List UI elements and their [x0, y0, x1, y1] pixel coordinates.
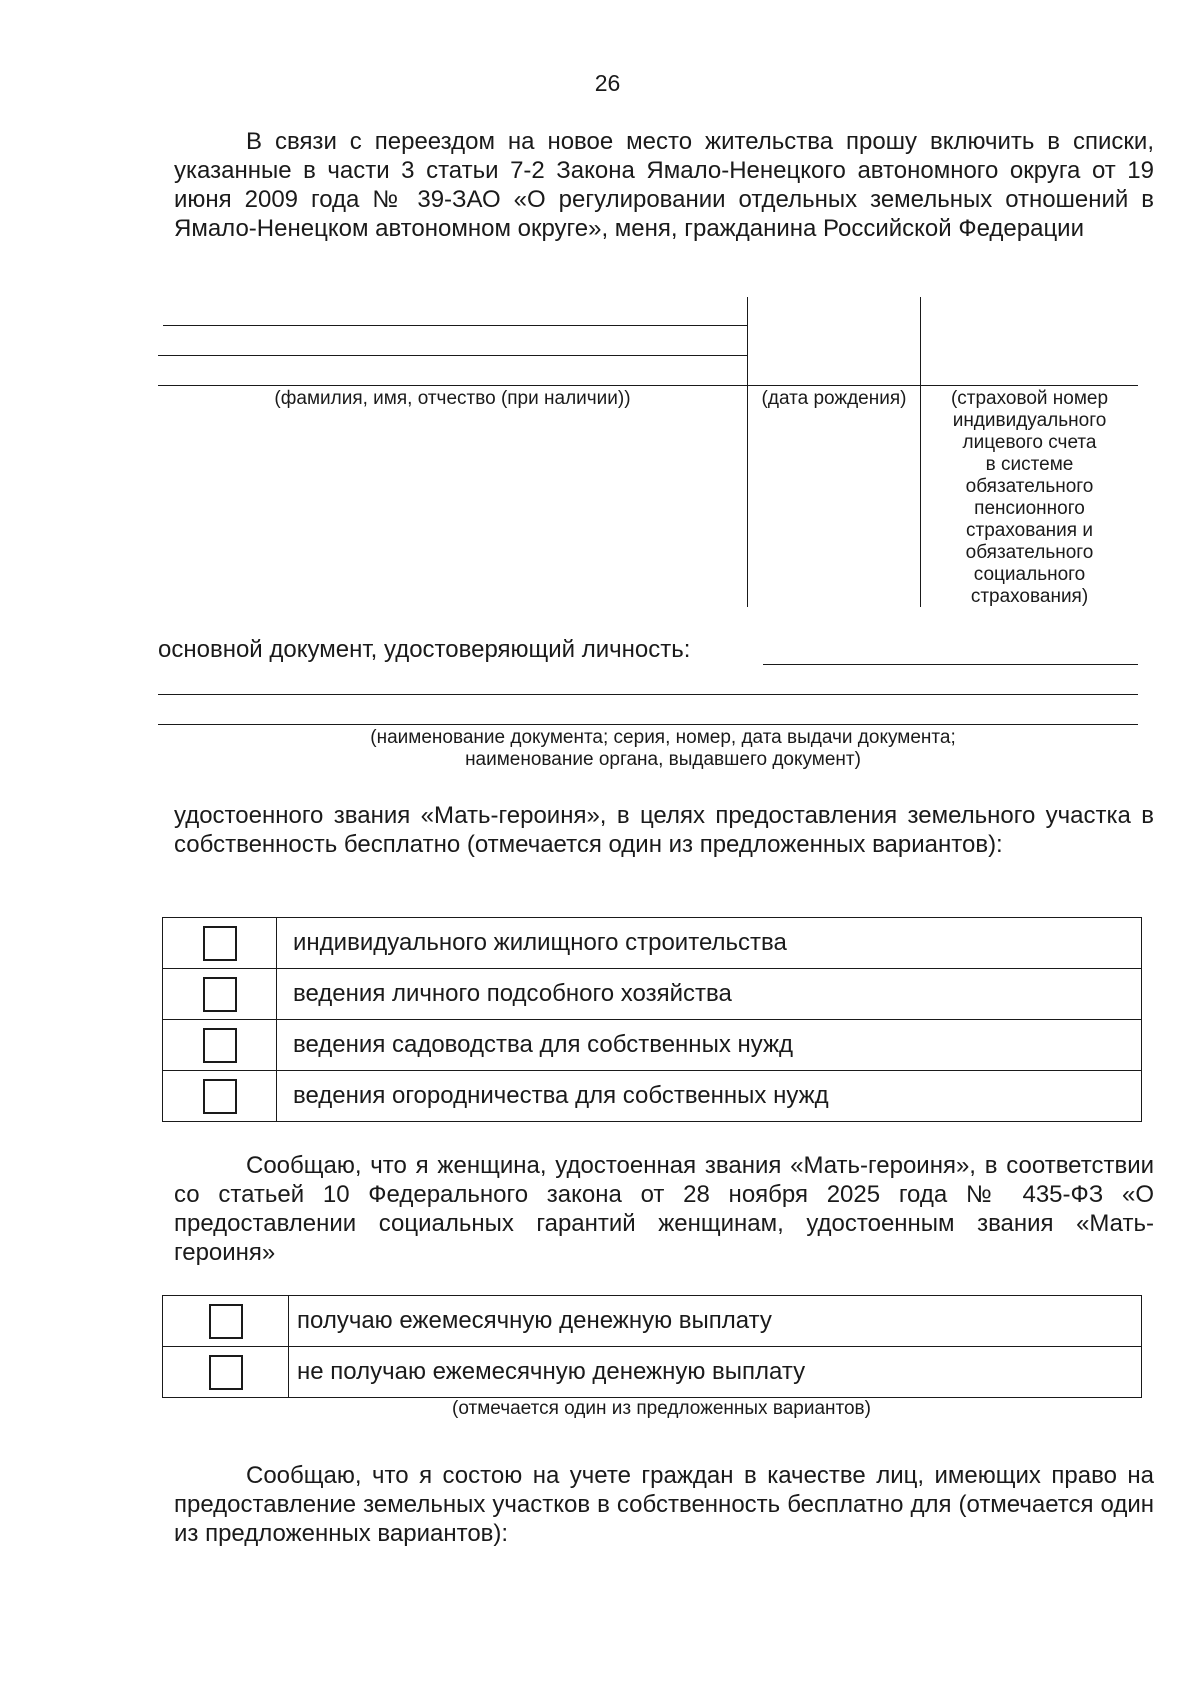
purpose-options-table: [162, 917, 1142, 1122]
payment-options-table: [162, 1295, 1142, 1398]
intro-paragraph: [174, 127, 1154, 243]
snils-caption-line: страхования): [970, 586, 1089, 607]
snils-caption-line: социального: [973, 564, 1086, 585]
purpose-option-label: ведения огородничества для собственных нужд: [277, 1071, 1142, 1122]
payment-option-checkbox[interactable]: [209, 1355, 243, 1390]
page-number: 26: [594, 70, 621, 96]
snils-field[interactable]: [921, 297, 1138, 384]
payment-option-row: [163, 1347, 1142, 1398]
snils-caption-line: лицевого счета: [962, 432, 1097, 453]
identity-document-line-1[interactable]: [763, 664, 1138, 665]
purpose-option-label: индивидуального жилищного строительства: [277, 918, 1142, 969]
purpose-option-row: [163, 918, 1142, 969]
snils-caption-line: (страховой номер: [950, 388, 1109, 409]
identity-document-line-2[interactable]: [158, 694, 1138, 695]
snils-caption-line: индивидуального: [952, 410, 1107, 431]
snils-caption: [921, 388, 1138, 608]
purpose-option-row: [163, 1071, 1142, 1122]
name-caption: (фамилия, имя, отчество (при наличии)): [274, 388, 631, 409]
purpose-option-checkbox[interactable]: [203, 1079, 237, 1114]
snils-caption-line: обязательного: [965, 542, 1094, 563]
registration-paragraph: [174, 1461, 1154, 1548]
identity-document-caption: [158, 727, 1138, 771]
intro-paragraph-text: В связи с переездом на новое место жительства прошу включить в списки, указанные в части 3 статьи 7-2 Закона Ямало-Ненецкого автономного округа от 19 июня 2009 года № 39-ЗАО «О регулировании отдельных земельных отношений в Ямало-Ненецком автономном округе», меня, гражданина Российской Федерации: [174, 128, 1154, 242]
purpose-option-label: ведения личного подсобного хозяйства: [277, 969, 1142, 1020]
fields-baseline: [158, 385, 1138, 386]
payment-option-label: получаю ежемесячную денежную выплату: [289, 1296, 1142, 1347]
snils-caption-line: страхования и: [966, 520, 1093, 541]
purpose-option-checkbox[interactable]: [203, 926, 237, 961]
birthdate-caption: (дата рождения): [761, 388, 907, 409]
registration-paragraph-text: Сообщаю, что я состою на учете граждан в качестве лиц, имеющих право на предоставление земельных участков в собственность бесплатно для (отмечается один из предложенных вариантов):: [174, 1462, 1154, 1547]
payment-option-row: [163, 1296, 1142, 1347]
payment-option-checkbox[interactable]: [209, 1304, 243, 1339]
name-line-2[interactable]: [158, 355, 747, 356]
identity-caption-line-2: наименование органа, выдавшего документ): [465, 749, 861, 770]
purpose-option-label: ведения садоводства для собственных нужд: [277, 1020, 1142, 1071]
name-line-1[interactable]: [163, 325, 747, 326]
birthdate-field[interactable]: [748, 297, 919, 384]
purpose-option-row: [163, 1020, 1142, 1071]
payment-caption: (отмечается один из предложенных вариантов): [452, 1398, 871, 1419]
purpose-option-checkbox[interactable]: [203, 1028, 237, 1063]
purpose-option-checkbox[interactable]: [203, 977, 237, 1012]
purpose-option-row: [163, 969, 1142, 1020]
identity-document-line-3[interactable]: [158, 724, 1138, 725]
purpose-paragraph: удостоенного звания «Мать-героиня», в целях предоставления земельного участка в собственность бесплатно (отмечается один из предложенных вариантов):: [174, 802, 1154, 858]
snils-caption-line: обязательного: [965, 476, 1094, 497]
payment-option-label: не получаю ежемесячную денежную выплату: [289, 1347, 1142, 1398]
statement-paragraph-text: Сообщаю, что я женщина, удостоенная звания «Мать-героиня», в соответствии со статьей 10 Федерального закона от 28 ноября 2025 года № 435-ФЗ «О предоставлении социальных гарантий женщинам, удостоенным звания «Мать-героиня»: [174, 1152, 1154, 1266]
snils-caption-line: пенсионного: [974, 498, 1085, 519]
identity-document-label: основной документ, удостоверяющий личность:: [158, 636, 691, 663]
snils-caption-line: в системе: [985, 454, 1074, 475]
identity-caption-line-1: (наименование документа; серия, номер, дата выдачи документа;: [370, 727, 956, 748]
statement-paragraph: [174, 1151, 1154, 1267]
